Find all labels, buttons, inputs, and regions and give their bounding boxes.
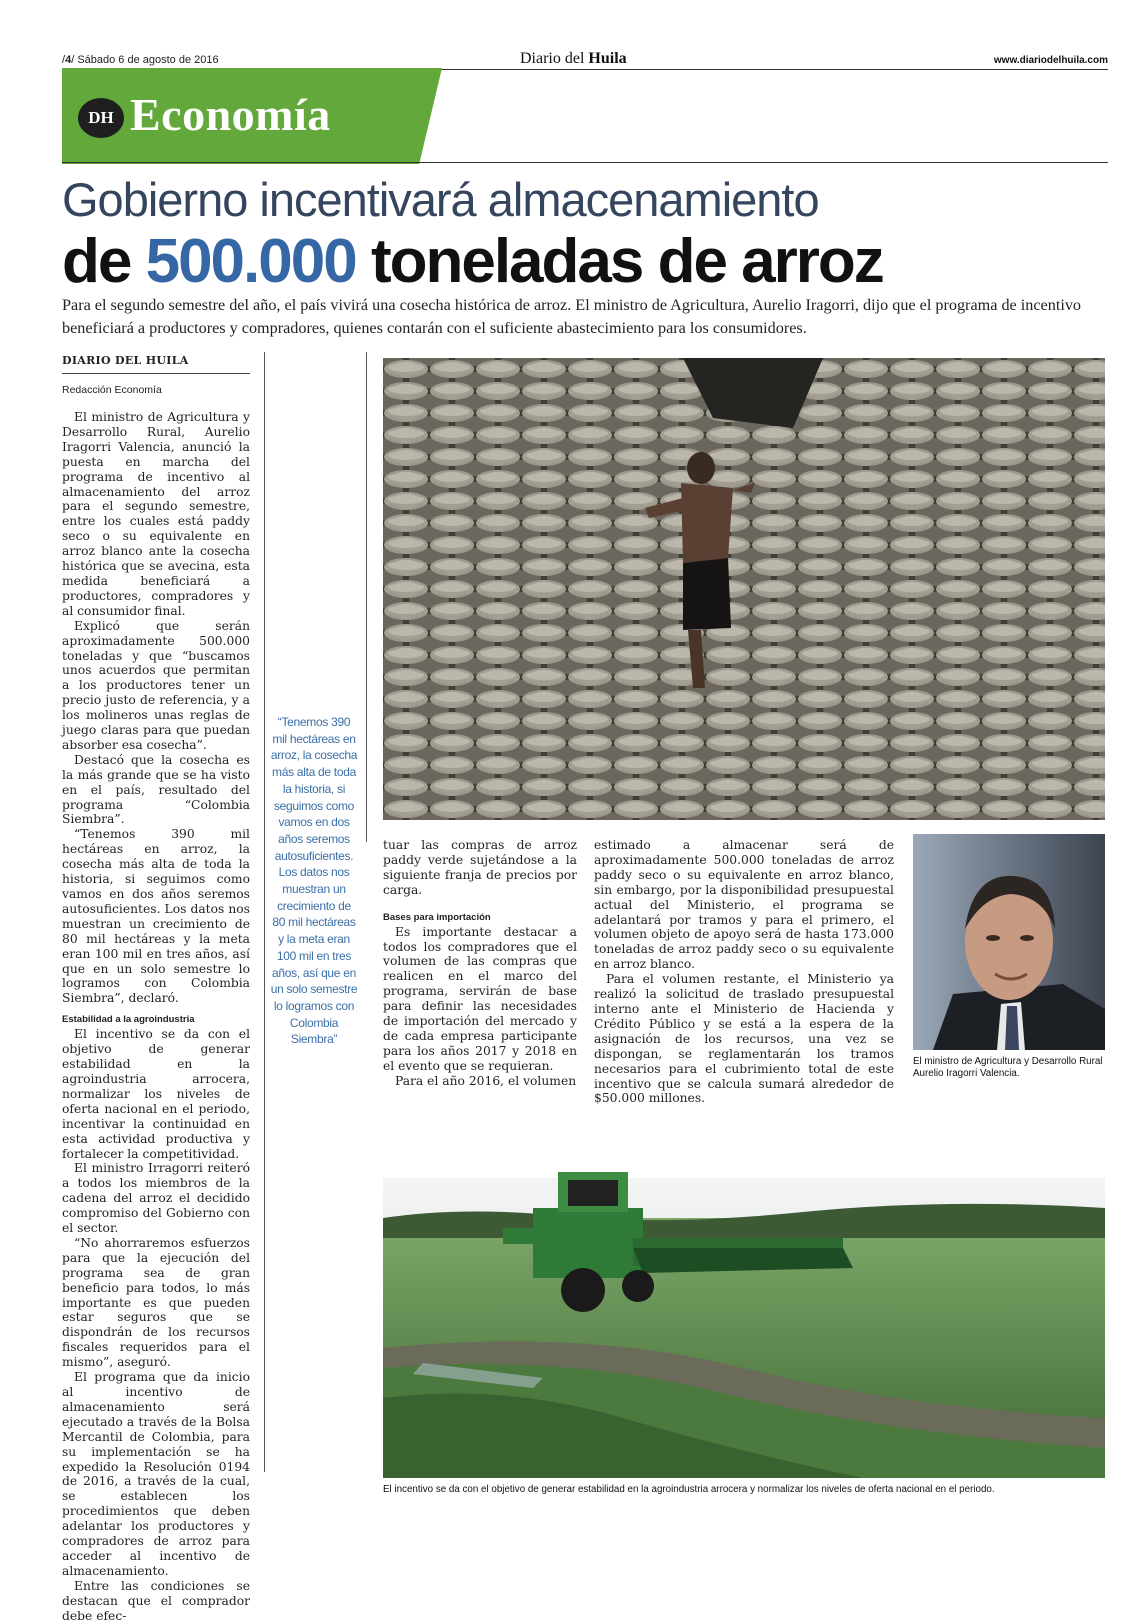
article-column-3 bbox=[594, 838, 894, 1106]
lead-paragraph: Para el segundo semestre del año, el país vivirá una cosecha histórica de arroz. El ministro de Agricultura, Aurelio Iragorri, dijo que el programa de incentivo beneficiará a productores y compradores, quienes contarán con el suficiente abastecimiento para los consumidores. bbox=[62, 296, 1082, 337]
paragraph: Entre las condiciones se destacan que el comprador debe efec- bbox=[62, 1578, 250, 1623]
section-rule bbox=[62, 162, 1108, 163]
article-column-2 bbox=[383, 838, 577, 1089]
field-photo-caption: El incentivo se da con el objetivo de generar estabilidad en la agroindustria arrocera y normalizar los niveles de oferta nacional en el periodo. bbox=[383, 1484, 995, 1495]
column-rule bbox=[264, 352, 265, 1472]
newspaper-name-part1: Diario del bbox=[520, 50, 585, 67]
headline-suffix: toneladas de arroz bbox=[370, 227, 883, 296]
paragraph: “Tenemos 390 mil hectáreas en arroz, la cosecha más alta de toda la historia, si seguimos como vamos en dos años seremos autosuficientes. Los datos nos muestran un crecimiento de 80 mil hectáreas y la meta eran 100 mil en tres años, así que en un solo semestre lo logramos con Colombia Siembra”, declaró. bbox=[62, 827, 250, 1006]
paragraph: El ministro de Agricultura y Desarrollo Rural, Aurelio Iragorri Valencia, anunció la puesta en marcha del programa de incentivo al almacenamiento del arroz para el segundo semestre, entre los cuales está paddy seco o su equivalente en arroz blanco ante la cosecha histórica que se avecina, esta medida beneficiará a productores, compradores y al consumidor final. bbox=[62, 410, 250, 618]
paragraph: Para el volumen restante, el Ministerio ya realizó la solicitud de traslado presupuestal interno ante el Ministerio de Hacienda y Crédito Público y se está a la espera de la asignación de los recursos, una vez se dispongan, se reglamentarán los tramos necesarios para el cubrimiento total de este incentivo que se calcula sumará alrededor de $50.000 millones. bbox=[594, 972, 894, 1106]
headline-number: 500.000 bbox=[145, 227, 356, 296]
headline-line-2 bbox=[62, 226, 1102, 297]
dh-logo-badge: DH bbox=[78, 98, 124, 138]
article-column-1 bbox=[62, 354, 250, 1624]
paragraph: Es importante destacar a todos los compradores que el volumen de las compras que realicen en el marco del programa, servirán de base para definir las necesidades de importación del mercado y de cada empresa participante para los años 2017 y 2018 en el evento que se requieran. bbox=[383, 924, 577, 1073]
headline-prefix: de bbox=[62, 227, 131, 296]
headline-line-1: Gobierno incentivará almacenamiento bbox=[62, 173, 819, 226]
page-number: 4 bbox=[65, 54, 72, 66]
newspaper-name bbox=[520, 50, 627, 68]
issue-date: Sábado 6 de agosto de 2016 bbox=[77, 54, 219, 66]
byline-source: DIARIO DEL HUILA bbox=[62, 354, 189, 367]
minister-portrait-illustration bbox=[913, 834, 1105, 1050]
paragraph: estimado a almacenar será de aproximadamente 500.000 toneladas de arroz paddy seco o su equivalente en arroz blanco, sin embargo, por la disponibilidad presupuestal actual del Ministerio, el programa se adelantará por tramos y para el primero, el volumen objeto de apoyo será de hasta 173.000 toneladas de arroz paddy seco o su equivalente en arroz blanco. bbox=[594, 838, 894, 972]
newspaper-name-part2: Huila bbox=[588, 50, 627, 67]
paragraph: Destacó que la cosecha es la más grande que se ha visto en el país, resultado del programa “Colombia Siembra”. bbox=[62, 752, 250, 827]
column-rule bbox=[366, 352, 367, 842]
paragraph: tuar las compras de arroz paddy verde sujetándose a la siguiente franja de precios por carga. bbox=[383, 838, 577, 897]
paragraph: El programa que da inicio al incentivo de almacenamiento será ejecutado a través de la Bolsa Mercantil de Colombia, para su implementación se ha expedido la Resolución 0194 de 2016, a través de la cual, se establecen los procedimientos que deben adelantar los productores y compradores de arroz para acceder al incentivo de almacenamiento. bbox=[62, 1370, 250, 1578]
pull-quote: “Tenemos 390 mil hectáreas en arroz, la cosecha más alta de toda la historia, si seguimos como vamos en dos años seremos autosuficientes. Los datos nos muestran un crecimiento de 80 mil hectáreas y la meta eran 100 mil en tres años, así que en un solo semestre lo logramos con Colombia Siembra” bbox=[270, 715, 358, 1047]
website-url[interactable]: www.diariodelhuila.com bbox=[993, 55, 1108, 66]
paragraph: “No ahorraremos esfuerzos para que la ejecución del programa sea de gran beneficio para todos, lo más importante es que pueden estar seguros que se dispondrán de los recursos fiscales requeridos para el mismo”, aseguró. bbox=[62, 1235, 250, 1370]
byline-desk: Redacción Economía bbox=[62, 384, 162, 396]
paragraph: Explicó que serán aproximadamente 500.000 toneladas y que “buscamos unos acuerdos que permitan a los productores tener un precio justo de referencia, y a los molineros unas reglas de juego claras para que puedan absorber esa cosecha”. bbox=[62, 618, 250, 752]
section-title: Economía bbox=[130, 89, 331, 140]
rice-sacks-illustration bbox=[383, 358, 1105, 820]
minister-photo-caption: El ministro de Agricultura y Desarrollo Rural Aurelio Iragorri Valencia. bbox=[913, 1056, 1103, 1079]
minister-portrait bbox=[913, 834, 1105, 1050]
subheading: Estabilidad a la agroindustria bbox=[62, 1014, 195, 1026]
combine-harvester-photo bbox=[383, 1178, 1105, 1478]
folio: /4/ Sábado 6 de agosto de 2016 bbox=[62, 54, 219, 66]
rice-sacks-photo bbox=[383, 358, 1105, 820]
paragraph: Para el año 2016, el volumen bbox=[395, 1073, 577, 1088]
rice-field-illustration bbox=[383, 1178, 1105, 1478]
paragraph: El ministro Irragorri reiteró a todos los miembros de la cadena del arroz el decidido compromiso del Gobierno con el sector. bbox=[62, 1161, 250, 1236]
byline-rule bbox=[62, 373, 250, 374]
paragraph: El incentivo se da con el objetivo de generar estabilidad en la agroindustria arrocera, normalizar los niveles de oferta nacional en el periodo, incentivar la continuidad en esta actividad productiva y fortalecer la competitividad. bbox=[62, 1027, 250, 1161]
subheading: Bases para importación bbox=[383, 911, 491, 923]
